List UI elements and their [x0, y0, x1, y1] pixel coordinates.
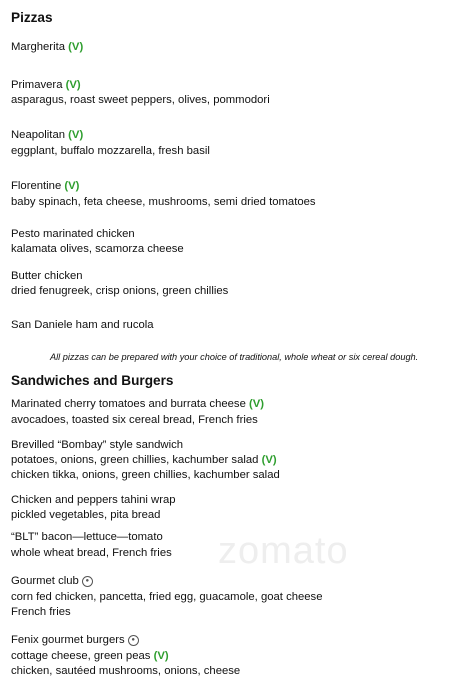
menu-item-name: San Daniele ham and rucola — [11, 319, 154, 331]
menu-item-name: Pesto marinated chicken — [11, 228, 135, 240]
menu-item-name: Brevilled “Bombay” style sandwich — [11, 439, 184, 451]
menu-item-name: Gourmet club ● — [11, 574, 93, 588]
menu-item-desc: corn fed chicken, pancetta, fried egg, guacamole, goat cheese — [11, 591, 323, 603]
menu-item-desc: kalamata olives, scamorza cheese — [11, 243, 184, 255]
menu-item-desc: avocadoes, toasted six cereal bread, French fries — [11, 414, 258, 426]
menu-item-desc: pickled vegetables, pita bread — [11, 509, 161, 521]
veg-marker: (V) — [249, 398, 265, 410]
menu-item-name: Marinated cherry tomatoes and burrata cheese (V) — [11, 398, 265, 410]
menu-item-name: Fenix gourmet burgers ● — [11, 633, 139, 647]
menu-item-name: Chicken and peppers tahini wrap — [11, 494, 176, 506]
section-heading-pizzas: Pizzas — [11, 10, 53, 25]
veg-marker: (V) — [64, 180, 80, 192]
veg-marker: (V) — [153, 650, 169, 662]
chef-special-icon: ● — [128, 635, 139, 646]
menu-item-name: “BLT” bacon—lettuce—tomato — [11, 531, 163, 543]
section-heading-sandwiches: Sandwiches and Burgers — [11, 373, 174, 388]
menu-item-desc: baby spinach, feta cheese, mushrooms, semi dried tomatoes — [11, 196, 316, 208]
menu-item-desc: potatoes, onions, green chillies, kachumber salad (V) — [11, 454, 277, 466]
menu-item-desc: eggplant, buffalo mozzarella, fresh basil — [11, 145, 210, 157]
watermark: zomato — [218, 530, 349, 572]
veg-marker: (V) — [261, 454, 277, 466]
menu-item-name: Margherita (V) — [11, 41, 84, 53]
menu-item-name: Florentine (V) — [11, 180, 80, 192]
veg-marker: (V) — [68, 41, 84, 53]
menu-item-desc: French fries — [11, 606, 71, 618]
menu-item-desc: dried fenugreek, crisp onions, green chillies — [11, 285, 229, 297]
menu-item-desc: asparagus, roast sweet peppers, olives, pommodori — [11, 94, 270, 106]
menu-item-name: Butter chicken — [11, 270, 83, 282]
menu-item-desc: chicken tikka, onions, green chillies, kachumber salad — [11, 469, 280, 481]
menu-item-desc: whole wheat bread, French fries — [11, 547, 172, 559]
menu-item-name: Primavera (V) — [11, 79, 81, 91]
chef-special-icon: ● — [82, 576, 93, 587]
menu-item-desc: cottage cheese, green peas (V) — [11, 650, 169, 662]
pizza-dough-note: All pizzas can be prepared with your choice of traditional, whole wheat or six cereal dough. — [50, 352, 419, 362]
veg-marker: (V) — [65, 79, 81, 91]
veg-marker: (V) — [68, 129, 84, 141]
menu-item-name: Neapolitan (V) — [11, 129, 84, 141]
menu-item-desc: chicken, sautéed mushrooms, onions, cheese — [11, 665, 241, 677]
